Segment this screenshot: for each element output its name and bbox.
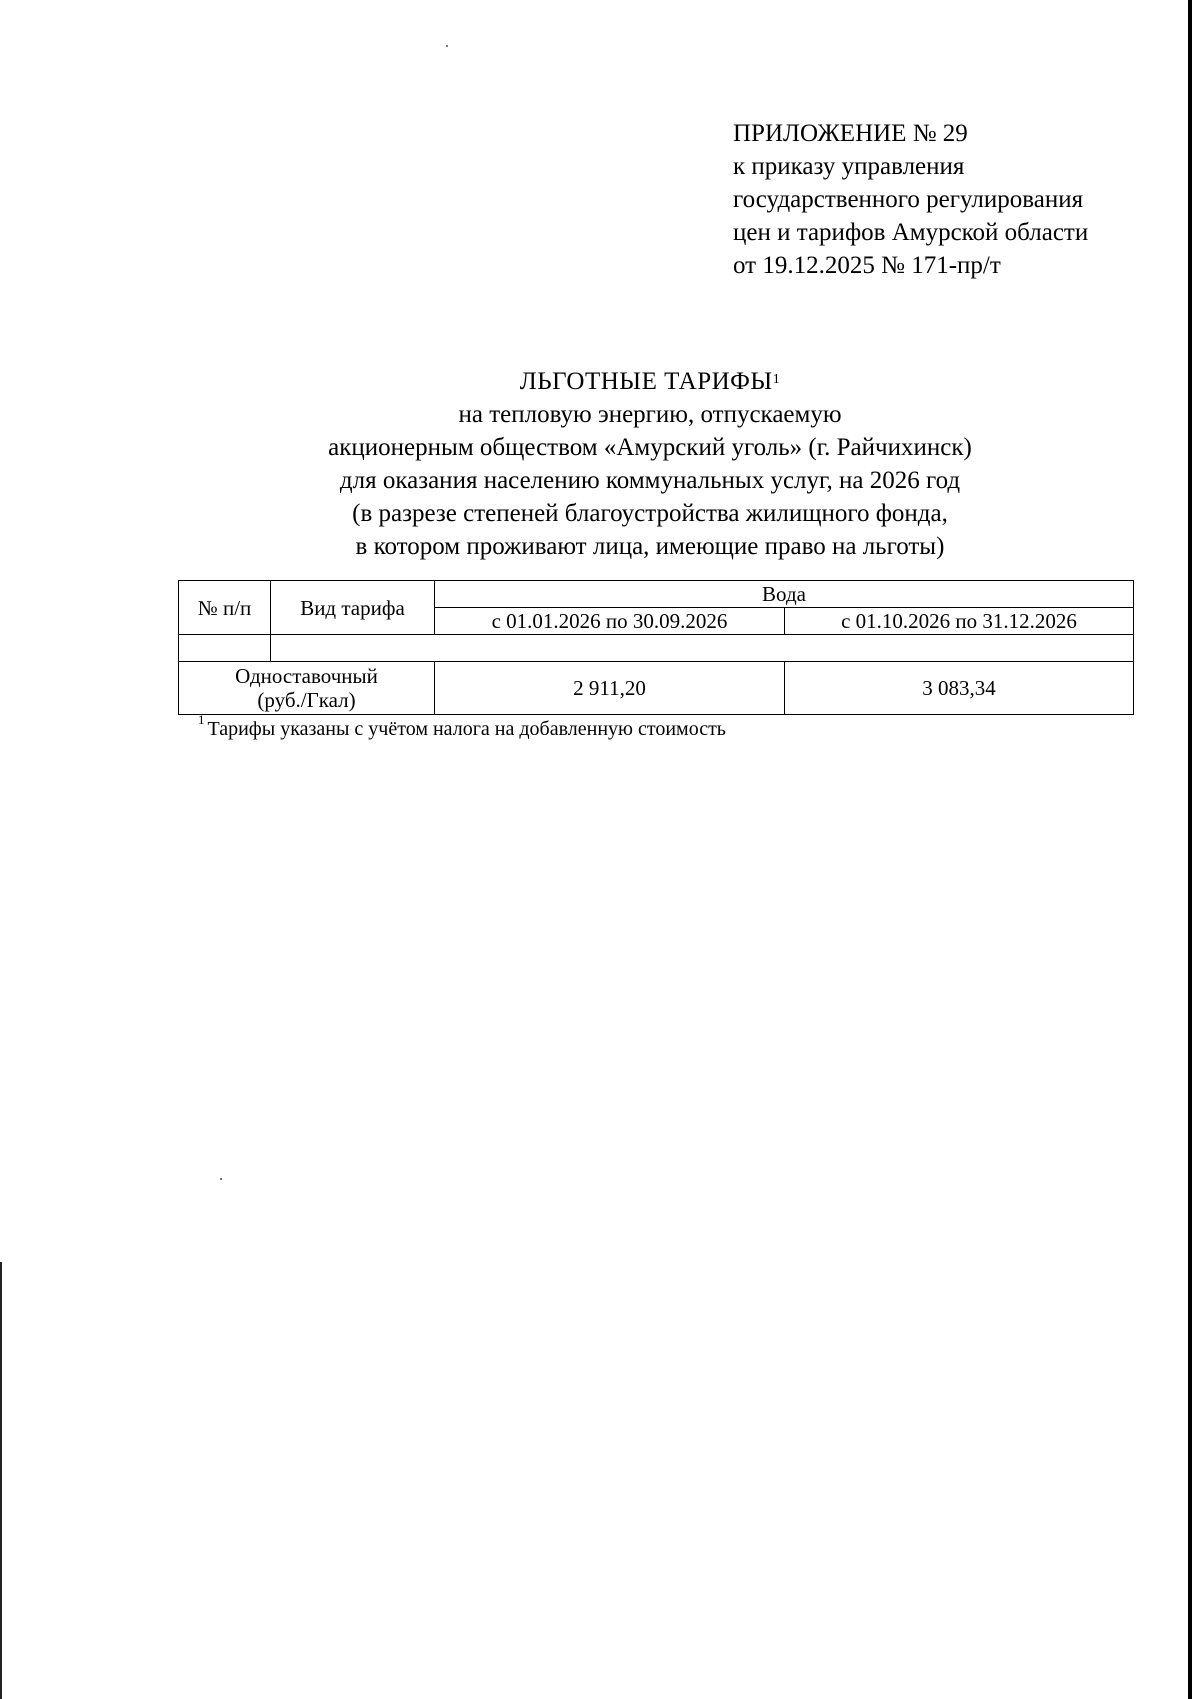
title-line: акционерным обществом «Амурский уголь» (г. Райчихинск) xyxy=(328,434,972,461)
document-title xyxy=(200,365,1100,563)
appendix-header xyxy=(733,117,1173,282)
row-value-1: 2 911,20 xyxy=(435,662,785,715)
row-label-line1: Одноставочный xyxy=(235,664,378,688)
scan-speck xyxy=(446,45,448,47)
header-num: № п/п xyxy=(179,581,271,635)
scan-speck xyxy=(220,1178,222,1180)
scan-edge-right xyxy=(1188,0,1192,1699)
footnote xyxy=(198,712,726,741)
title-footnote-mark: 1 xyxy=(772,372,781,387)
appendix-number: ПРИЛОЖЕНИЕ № 29 xyxy=(733,120,968,147)
header-group-water: Вода xyxy=(435,581,1134,608)
appendix-line: к приказу управления xyxy=(733,153,965,180)
title-line: для оказания населению коммунальных услуг, на 2026 год xyxy=(339,467,961,494)
tariff-table xyxy=(178,580,1134,715)
appendix-line: цен и тарифов Амурской области xyxy=(733,219,1089,246)
title-main xyxy=(200,365,1100,398)
scan-edge-left xyxy=(0,1262,2,1699)
header-period-2: с 01.10.2026 по 31.12.2026 xyxy=(785,608,1134,635)
row-label xyxy=(179,662,435,715)
row-label-line2: (руб./Гкал) xyxy=(257,688,356,712)
header-type: Вид тарифа xyxy=(271,581,435,635)
title-main-text: ЛЬГОТНЫЕ ТАРИФЫ xyxy=(519,368,773,395)
title-line: (в разрезе степеней благоустройства жилищного фонда, xyxy=(352,500,948,527)
title-line: на тепловую энергию, отпускаемую xyxy=(458,401,842,428)
appendix-line: государственного регулирования xyxy=(733,186,1084,213)
title-line: в котором проживают лица, имеющие право на льготы) xyxy=(355,533,945,560)
appendix-order-date: от 19.12.2025 № 171-пр/т xyxy=(733,252,1001,279)
empty-cell xyxy=(179,635,271,662)
row-value-2: 3 083,34 xyxy=(785,662,1134,715)
footnote-mark: 1 xyxy=(198,712,205,727)
empty-row-cell xyxy=(271,635,1134,662)
footnote-text: Тарифы указаны с учётом налога на добавленную стоимость xyxy=(207,718,726,740)
header-period-1: с 01.01.2026 по 30.09.2026 xyxy=(435,608,785,635)
